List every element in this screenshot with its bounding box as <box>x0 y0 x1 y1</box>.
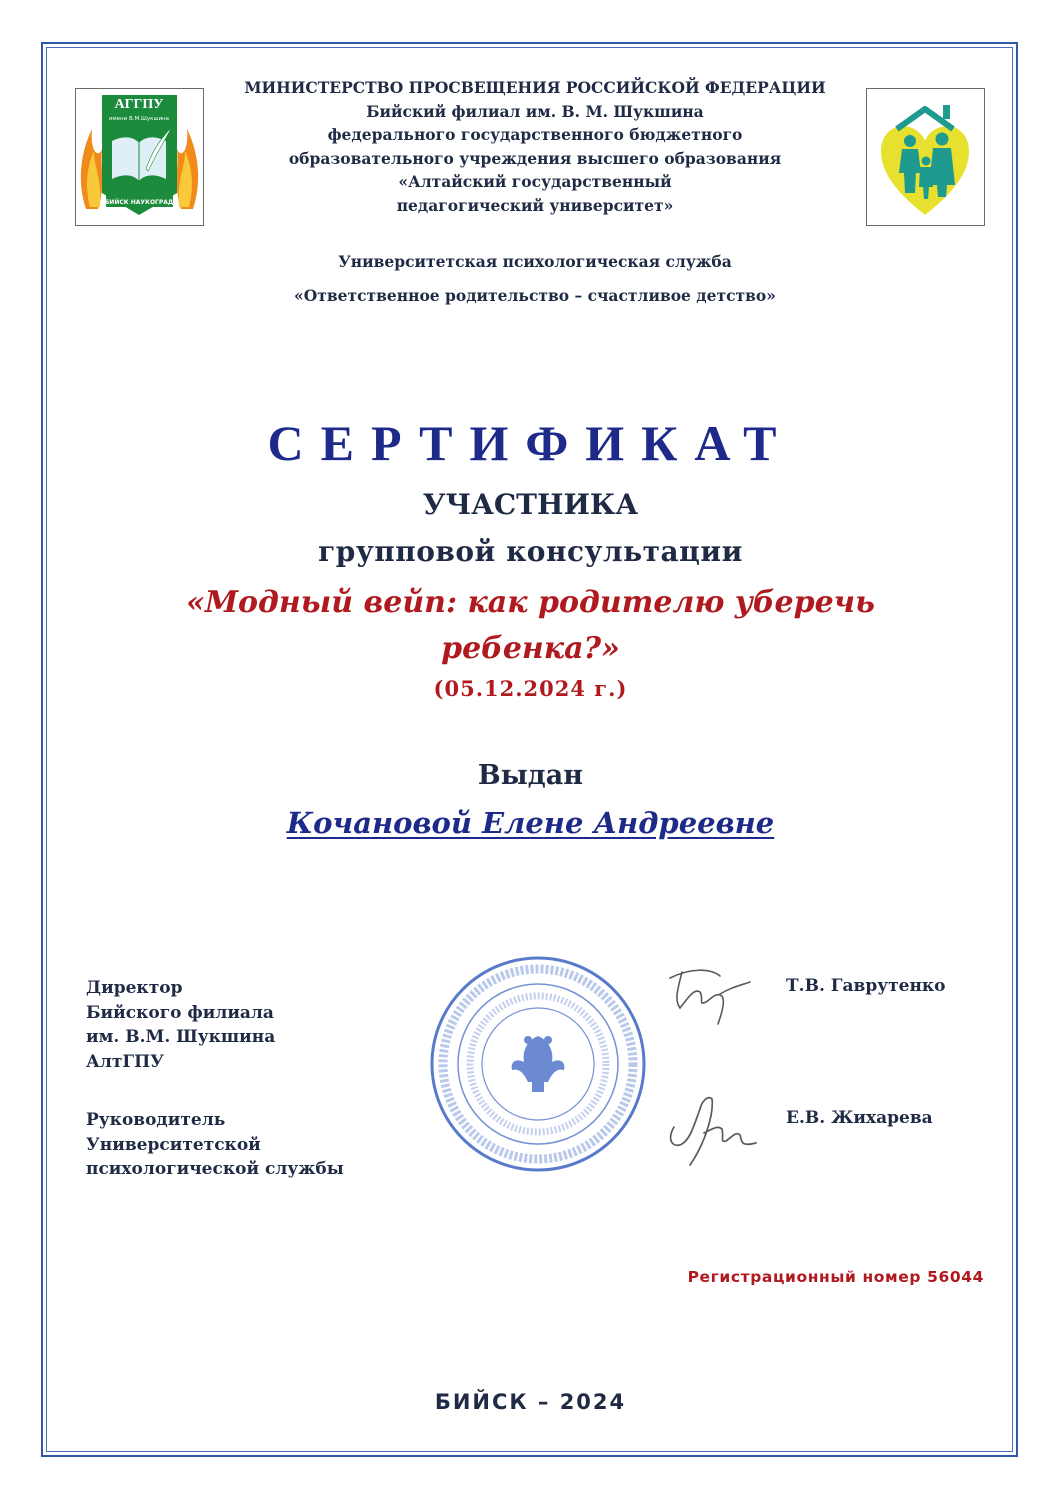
service-name: Университетская психологическая служба <box>338 252 732 271</box>
header-line: федерального государственного бюджетного <box>327 125 743 144</box>
role-line: Директор <box>86 978 183 998</box>
event-date: (05.12.2024 г.) <box>433 676 628 701</box>
logo-bottom-text: БИЙСК НАУКОГРАД <box>104 199 174 206</box>
director-name: Т.В. Гаврутенко <box>786 976 946 996</box>
role-line: Руководитель <box>86 1110 226 1130</box>
head-name: Е.В. Жихарева <box>786 1108 933 1128</box>
head-role <box>86 1108 344 1182</box>
role-line: психологической службы <box>86 1159 344 1179</box>
head-signature <box>660 1085 770 1175</box>
role-line: АлтГПУ <box>86 1051 164 1072</box>
issued-label: Выдан <box>477 760 584 791</box>
city-year: БИЙСК – 2024 <box>434 1390 627 1414</box>
role-line: Университетской <box>86 1134 261 1155</box>
official-stamp <box>424 950 652 1178</box>
university-emblem-icon <box>76 89 203 225</box>
university-logo <box>75 88 204 226</box>
service-logo <box>866 88 985 226</box>
recipient-name <box>0 806 1061 840</box>
recipient-name-text: Кочановой Елене Андреевне <box>286 806 775 840</box>
header-line: образовательного учреждения высшего образования <box>288 148 782 168</box>
header-line: Бийский филиал им. В. М. Шукшина <box>366 101 704 121</box>
certificate-title: СЕРТИФИКАТ <box>267 415 794 471</box>
logo-top-text: АГГПУ <box>114 97 164 112</box>
logo-sub-text: имени В.М.Шукшина <box>108 116 170 122</box>
director-signature <box>660 958 760 1028</box>
header-line: педагогический университет» <box>396 195 674 215</box>
registration-number: Регистрационный номер 56044 <box>687 1268 984 1286</box>
certificate-event-type: групповой консультации <box>318 535 743 568</box>
header-line: «Алтайский государственный <box>398 172 672 191</box>
family-heart-icon <box>867 89 984 225</box>
director-role <box>86 976 275 1074</box>
event-topic-line: ребенка?» <box>441 631 620 666</box>
event-topic-line: «Модный вейп: как родителю уберечь <box>186 585 875 620</box>
certificate-subtitle: УЧАСТНИКА <box>422 488 639 521</box>
organization-header <box>210 76 860 217</box>
role-line: им. В.М. Шукшина <box>86 1027 276 1047</box>
header-line: МИНИСТЕРСТВО ПРОСВЕЩЕНИЯ РОССИЙСКОЙ ФЕДЕРАЦИИ <box>244 78 826 97</box>
role-line: Бийского филиала <box>86 1002 274 1023</box>
service-program: «Ответственное родительство – счастливое детство» <box>294 286 776 305</box>
event-topic <box>100 580 961 672</box>
